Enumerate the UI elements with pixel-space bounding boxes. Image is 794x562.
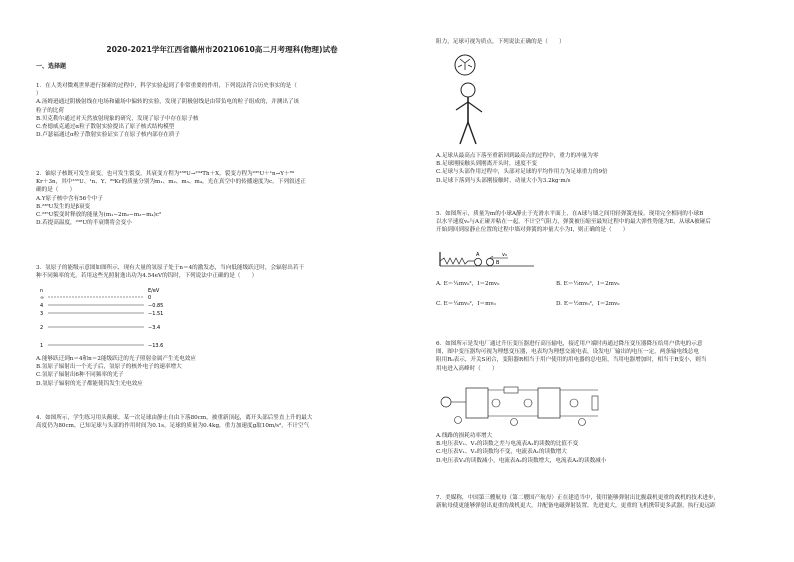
question-6	[436, 340, 706, 373]
player-head-icon	[461, 83, 475, 97]
q3-option-a: A.能够跃迁到n＝4和n＝2能级跃迁的光子照射金属产生光电效应	[36, 356, 196, 362]
generator-icon	[441, 397, 451, 407]
q5-stem-line-1: 5．如图所示，质量为m的小球A静止于光滑水平面上，在A球与墙之间用轻弹簧连接。现用完全相同的小球B	[436, 211, 704, 217]
q5-stem-line-3: 开始到回到原静止位置的过程中墙对弹簧的冲量大小为I，则正确的是（ ）	[436, 227, 629, 234]
q3-stem-line-2: 种不同频率的光，若用这些光照射逸出功为4.54eV的钨时，下列说法中正确的是（ ）	[36, 273, 258, 280]
q1-option-a-cont: 粒子的比荷	[36, 107, 64, 114]
q3-option-b: B.氢原子辐射出一个光子后，氢原子的核外电子的速率增大	[36, 364, 182, 371]
q5-option-b: B. E＝½mv₀²，I＝2mv₀	[556, 281, 620, 287]
q2-stem-line-2: Kr＋3n，其中²³⁵U、¹n、Y、⁸⁹Kr的质量分别为m₁、m₂、m₃、m₄，光在真空中的传播速度为c。下列叙述正	[36, 179, 306, 186]
question-4-cont	[436, 38, 565, 46]
q1-option-b: B.贝克勒尔通过对天然放射现象的研究，发现了原子中存在原子核	[36, 115, 199, 122]
question-4	[36, 414, 312, 430]
level-3-e: −1.51	[148, 311, 164, 317]
ball-a-icon	[474, 258, 481, 265]
level-inf-e: 0	[148, 295, 152, 301]
question-7	[436, 494, 719, 510]
q7-stem-line-1: 7．美媒称，中国第三艘航母（第二艘国产航母）正在建造当中，使用能够弹射出比舰载机更重的战机的技术进步，	[436, 495, 720, 501]
q6-stem-line-2: 图，图中变压器均可视为理想变压器，电表均为理想交流电表，设发电厂输出的电压一定，两条输电线总电	[436, 349, 699, 356]
q1-option-d: D.卢瑟福通过α粒子散射实验证实了在原子核内部存在质子	[36, 132, 181, 139]
q4-option-c: C.足球与头部作用过程中，头部对足球的平均作用力为足球重力的9倍	[436, 169, 608, 176]
q4-option-a: A.足球从最高点下落至重新回到最高点的过程中，重力的冲量为零	[436, 153, 599, 159]
ball-a-label: A	[476, 252, 480, 258]
q4-option-d: D.足球下落到与头部刚接触时，动量大小为3.2kg·m/s	[436, 177, 571, 184]
line-resistor-icon	[504, 387, 518, 393]
transmission-circuit-figure	[438, 378, 608, 430]
level-3-n: 3	[40, 311, 44, 317]
voltmeter-v1-icon	[492, 399, 500, 407]
section-heading: 一、选择题	[36, 63, 67, 70]
level-1-e: −13.6	[148, 343, 164, 349]
q5-option-d: D. E＝½mv₀²，I＝2mv₀	[556, 301, 620, 307]
q4-option-b: B.足球刚接触头到刚离开头时，速度不变	[436, 161, 537, 168]
q2-option-c: C.²³⁵U裂变时释放的能量为(m₁−2m₂−m₃−m₄)c²	[36, 212, 162, 219]
document-title: 2020-2021学年江西省赣州市20210610高二月考理科(物理)试卷	[106, 45, 338, 54]
q3-stem-line-1: 3．氢原子的能级示意图如图所示，现有大量的氢原子处于n＝4的激发态，当向低能级跃迁时，会辐射出若干	[36, 265, 305, 271]
question-2	[36, 170, 306, 227]
load-resistor-icon	[592, 396, 598, 410]
voltmeter-v3-icon	[570, 399, 578, 407]
level-2-e: −3.4	[148, 325, 161, 331]
step-down-transformer-icon	[538, 388, 560, 418]
energy-level-diagram	[36, 285, 196, 349]
question-3	[36, 264, 304, 280]
velocity-label: v₀	[502, 252, 507, 258]
q4-stem-line-3: 阻力，足球可视为质点，下列说法正确的是（ ）	[436, 39, 565, 45]
ammeter-a3-icon	[579, 419, 586, 426]
voltmeter-v2-icon	[524, 399, 532, 407]
level-inf-n: ∞	[40, 295, 45, 301]
q6-option-a: A.线路的损耗功率增大	[436, 433, 493, 439]
q1-option-a: A.汤姆逊通过阴极射线在电场和磁场中偏转的实验，发现了阴极射线是由带负电的粒子组成的，并测出了该	[36, 99, 300, 106]
q6-stem-line-3: 阻用R₀表示，开关S闭合，变阻器R相当于用户使用的用电器的总电阻，当用电器增加时，相当于R变小，则当	[436, 357, 707, 364]
q4-stem-line-1: 4．如图所示，学生练习用头颠球。某一次足球由静止自由下落80cm，被重新顶起，离开头部后竖直上升的最大	[36, 415, 313, 421]
heading-ball-figure	[452, 52, 512, 150]
q2-option-d: D.若提高温度，²³⁸U的半衰期将会变小	[36, 220, 132, 227]
q1-stem-line-1: 1．在人类对微观世界进行探索的过程中，科学实验起到了非常重要的作用，下列说法符合历史事实的是（	[36, 83, 297, 89]
level-4-n: 4	[40, 303, 44, 309]
q1-stem-line-2: ）	[36, 91, 42, 98]
q3-option-c: C.氢原子辐射出6种不同频率的光子	[36, 372, 124, 379]
q3-option-d: D.氢原子辐射的光子都能使钨发生光电效应	[36, 380, 143, 387]
q2-stem-line-1: 2．铀原子核既可发生衰变，也可发生裂变。其衰变方程为²³⁸U→²³⁴Th＋X，裂变方程为²³⁵U＋¹n→Y＋⁸⁹	[36, 171, 295, 177]
q5-stem-line-2: 以水平速度v₀与A正碰并粘在一起，不计空气阻力，弹簧被压缩至最短过程中的最大弹性势能为E，从球A被碰后	[436, 219, 711, 226]
question-1	[36, 82, 299, 139]
energy-header-n: n	[40, 288, 44, 294]
q5-option-a: A. E＝¼mv₀²，I＝2mv₀	[436, 281, 500, 287]
q2-stem-line-3: 确的是（ ）	[36, 187, 76, 194]
q6-stem-line-1: 6．如图所示是发电厂通过升压变压器进行高压输电，接近用户端时再通过降压变压器降压给用户供电的示意	[436, 341, 703, 347]
ball-b-label: B	[496, 260, 500, 266]
question-5	[436, 210, 711, 235]
q7-stem-line-2: 新航母使更能够弹射出更重的战机更大，并配备电磁弹射装置。先进更大，更重的飞机携带更多武器，执行更远距	[436, 503, 716, 510]
level-2-n: 2	[40, 325, 44, 331]
step-up-transformer-icon	[466, 388, 488, 418]
q2-option-b: B.²³⁸U发生的是β衰变	[36, 203, 91, 210]
q5-option-c: C. E＝¼mv₀²，I＝mv₀	[436, 301, 496, 307]
level-1-n: 1	[40, 343, 44, 349]
q4-stem-line-2: 高度仍为80cm。已知足球与头部的作用时间为0.1s，足球的质量为0.4kg，重力加速度g取10m/s²，不计空气	[36, 423, 310, 430]
q6-stem-line-4: 用电进入高峰时（ ）	[436, 365, 498, 372]
question-3-options	[36, 355, 196, 388]
energy-header-e: E/eV	[148, 288, 160, 294]
spring-icon	[440, 258, 474, 264]
q6-option-d: D.电压表V₃的读数减小，电流表A₂的读数增大，电流表A₃的读数减小	[436, 457, 607, 464]
q6-option-b: B.电压表V₁、V₂的读数之差与电流表A₂的读数的比值不变	[436, 441, 579, 448]
q1-option-c: C.查德威克通过α粒子散射实验提出了原子核式结构模型	[36, 124, 175, 131]
question-6-options	[436, 432, 606, 465]
ammeter-a2-icon	[511, 419, 518, 426]
q2-option-a: A.Y原子核中含有56个中子	[36, 195, 103, 202]
q6-option-c: C.电压表V₁、V₂的读数均不变，电流表A₁的读数增大	[436, 449, 567, 456]
spring-collision-figure	[438, 250, 538, 270]
ammeter-a1-icon	[455, 417, 462, 424]
question-4-options	[436, 152, 608, 185]
level-4-e: −0.85	[148, 303, 164, 309]
